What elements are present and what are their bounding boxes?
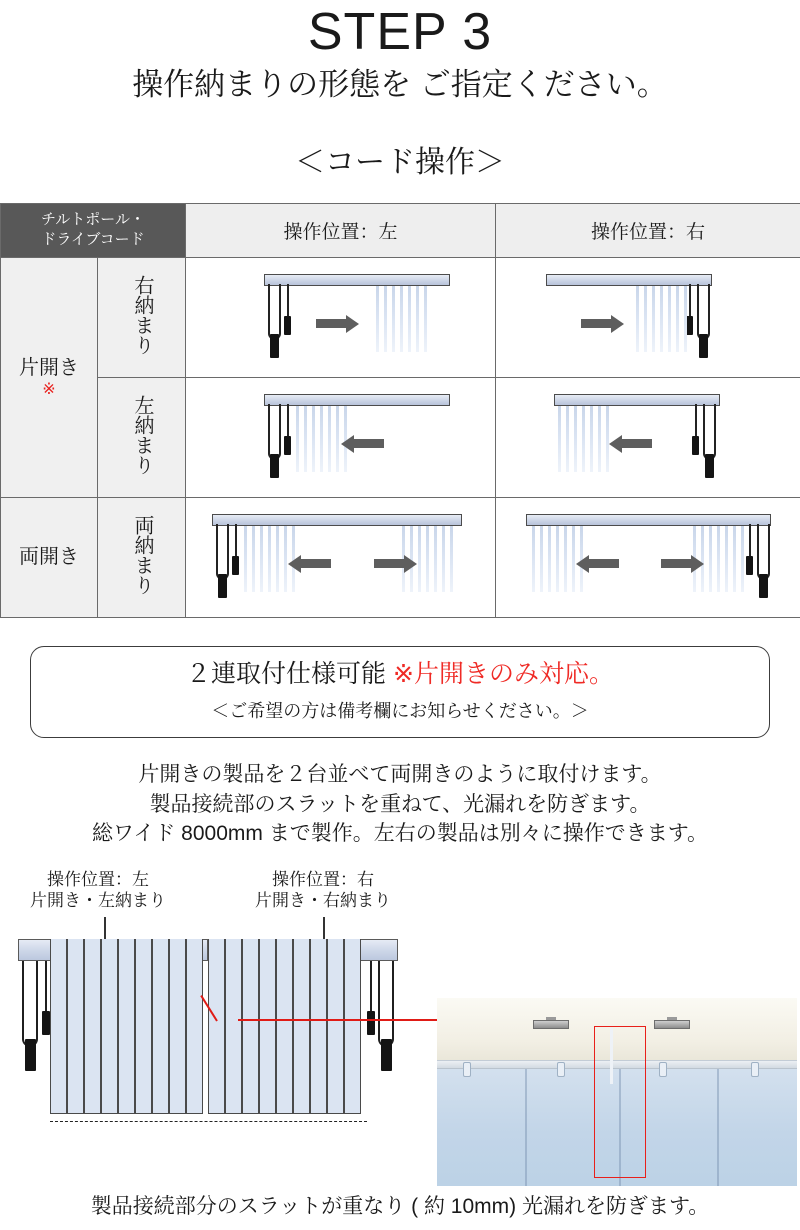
table-row	[1, 497, 800, 617]
tilt-pole	[689, 284, 691, 318]
photo-caption: 製品接続部分のスラットが重なり ( 約 10mm) 光漏れを防ぎます。	[90, 1195, 710, 1218]
panel-hook	[463, 1062, 471, 1077]
tilt-pole-weight	[284, 436, 291, 455]
tilt-pole-weight	[232, 556, 239, 575]
label-left-line2: 片開き・左納まり	[30, 891, 166, 911]
cord-weight	[270, 454, 279, 478]
tilt-pole-weight	[686, 316, 693, 335]
description-line-1: 片開きの製品を２台並べて両開きのように取付けます。	[138, 762, 662, 786]
tilt-pole-weight	[746, 556, 753, 575]
cord-weight	[759, 574, 768, 598]
bottom-dashed-line	[50, 1121, 367, 1122]
leader-line-left	[104, 917, 106, 939]
tilt-pole-weight	[367, 1011, 375, 1035]
notice-box	[30, 646, 770, 738]
cord-loop	[703, 404, 716, 460]
group-label-ryohiraki: 両開き	[1, 497, 98, 617]
direction-arrow-left	[288, 558, 331, 569]
control-cords-left-unit	[22, 961, 52, 1081]
tilt-pole	[235, 524, 237, 558]
cord-loop	[697, 284, 710, 340]
head-rail	[526, 514, 771, 526]
label-left-unit	[8, 869, 188, 912]
notice-sub: ＜ご希望の方は備考欄にお知らせください。＞	[211, 701, 589, 721]
group-label-katahiraki	[1, 257, 98, 497]
blind-illustration	[496, 498, 800, 616]
cord-loop	[757, 524, 770, 580]
cord-loop	[378, 961, 394, 1047]
blind-illustration	[186, 258, 495, 376]
table-row	[1, 377, 800, 497]
slat-panel-right-unit	[208, 939, 361, 1114]
panel-hook	[659, 1062, 667, 1077]
red-pointer-horizontal	[238, 1019, 438, 1021]
asterisk-mark: ※	[42, 380, 56, 398]
cord-weight	[270, 334, 279, 358]
label-right-line1: 操作位置：右	[272, 870, 374, 890]
blind-illustration	[496, 258, 800, 376]
mounting-bracket-right	[654, 1020, 690, 1029]
diagram-left-r2	[186, 377, 496, 497]
operation-config-table	[0, 203, 800, 618]
direction-arrow-left	[341, 438, 384, 449]
tilt-pole-weight	[692, 436, 699, 455]
tilt-pole	[287, 404, 289, 438]
direction-arrow-left	[576, 558, 619, 569]
placement-label-both: 両納まり	[98, 497, 186, 617]
tilt-pole	[370, 961, 372, 1013]
head-rail	[212, 514, 462, 526]
corner-header-line1: チルトポール・	[41, 211, 145, 228]
group-label-text: 片開き	[19, 356, 79, 379]
tilt-pole-weight	[284, 316, 291, 335]
section-title: ＜コード操作＞	[295, 145, 505, 179]
panel-hook	[557, 1062, 565, 1077]
tilt-pole	[45, 961, 47, 1013]
label-right-line2: 片開き・右納まり	[255, 891, 391, 911]
direction-arrow-right	[661, 558, 704, 569]
placement-label-left: 左納まり	[98, 377, 186, 497]
control-cords	[746, 524, 772, 600]
notice-main-red: ※片開きのみ対応。	[393, 659, 614, 688]
label-left-line1: 操作位置：左	[47, 870, 149, 890]
description-block	[0, 760, 800, 849]
slat-stack-left	[558, 406, 609, 472]
control-cords	[692, 404, 718, 480]
corner-header-line2: ドライブコード	[41, 231, 145, 249]
control-cords	[216, 524, 242, 600]
direction-arrow-left	[609, 438, 652, 449]
blind-illustration	[496, 378, 800, 496]
corner-header	[1, 203, 186, 257]
control-cords	[686, 284, 712, 360]
blind-illustration	[186, 498, 495, 616]
table-header-row	[1, 203, 800, 257]
notice-main	[186, 661, 614, 689]
diagram-right-r3	[496, 497, 800, 617]
table-row	[1, 257, 800, 377]
cord-loop	[268, 404, 281, 460]
diagram-left-r3	[186, 497, 496, 617]
cord-weight	[705, 454, 714, 478]
diagram-left-r1	[186, 257, 496, 377]
tilt-pole	[749, 524, 751, 558]
leader-line-right	[323, 917, 325, 939]
placement-label-right: 右納まり	[98, 257, 186, 377]
direction-arrow-right	[316, 318, 359, 329]
installation-photo	[437, 998, 797, 1186]
overlap-highlight-box	[594, 1026, 646, 1178]
control-cords	[268, 284, 294, 360]
column-header-right: 操作位置：右	[496, 203, 800, 257]
mounting-bracket-left	[533, 1020, 569, 1029]
tilt-pole-weight	[42, 1011, 50, 1035]
page-title: STEP 3	[307, 3, 493, 61]
diagram-right-r2	[496, 377, 800, 497]
tilt-pole	[695, 404, 697, 438]
slat-stack-left	[296, 406, 347, 472]
label-right-unit	[228, 869, 418, 912]
cord-weight	[699, 334, 708, 358]
slat-stack-right	[376, 286, 427, 352]
notice-main-black: ２連取付仕様可能	[186, 659, 387, 688]
column-header-left: 操作位置：左	[186, 203, 496, 257]
direction-arrow-right	[374, 558, 417, 569]
diagram-right-r1	[496, 257, 800, 377]
cord-weight	[25, 1039, 36, 1071]
description-line-2: 製品接続部のスラットを重ねて、光漏れを防ぎます。	[149, 792, 651, 816]
control-cords-right-unit	[366, 961, 396, 1081]
slat-stack-right	[636, 286, 687, 352]
cord-loop	[216, 524, 229, 580]
cord-loop	[268, 284, 281, 340]
description-line-3: 総ワイド 8000mm まで製作。左右の製品は別々に操作できます。	[91, 822, 709, 846]
cord-weight	[218, 574, 227, 598]
control-cords	[268, 404, 294, 480]
panel-hook	[751, 1062, 759, 1077]
page-subtitle: 操作納まりの形態を ご指定ください。	[132, 67, 668, 102]
slat-panel-left-unit	[50, 939, 203, 1114]
direction-arrow-right	[581, 318, 624, 329]
tilt-pole	[287, 284, 289, 318]
blind-illustration	[186, 378, 495, 496]
cord-loop	[22, 961, 38, 1047]
cord-weight	[381, 1039, 392, 1071]
